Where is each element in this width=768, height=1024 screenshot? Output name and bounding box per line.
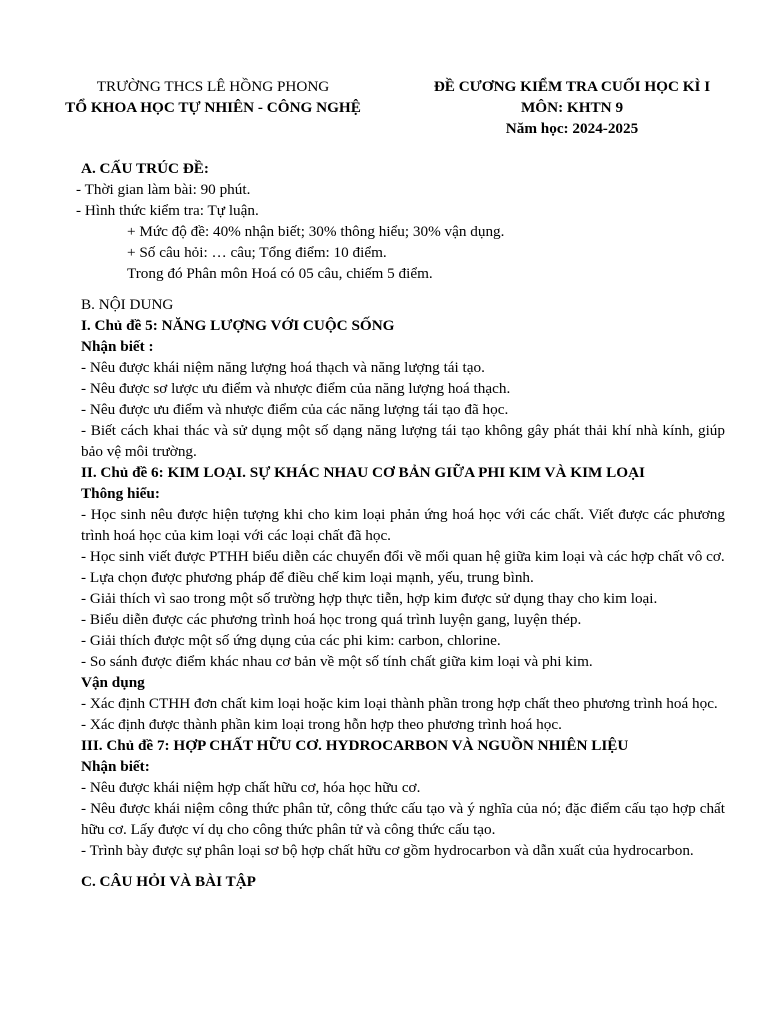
list-item: - Lựa chọn được phương pháp để điều chế kim loại mạnh, yếu, trung bình. xyxy=(81,569,534,586)
list-item: - Nêu được khái niệm năng lượng hoá thạch và năng lượng tái tạo. xyxy=(81,359,485,376)
list-item: - Giải thích vì sao trong một số trường hợp thực tiễn, hợp kim được sử dụng thay cho kim loại. xyxy=(81,590,658,607)
school-name: TRƯỜNG THCS LÊ HỒNG PHONG xyxy=(96,78,330,95)
list-item: - Giải thích được một số ứng dụng của các phi kim: carbon, chlorine. xyxy=(81,632,501,649)
school-header xyxy=(38,76,388,118)
topic-7-level-label: Nhận biết: xyxy=(81,758,150,775)
list-item: - Xác định CTHH đơn chất kim loại hoặc kim loại thành phần trong hợp chất theo phương trình hoá học. xyxy=(81,695,718,712)
section-a-heading: A. CẤU TRÚC ĐỀ: xyxy=(81,160,209,177)
topic-5-level-label: Nhận biết : xyxy=(81,338,154,355)
topic-7-title: III. Chủ đề 7: HỢP CHẤT HỮU CƠ. HYDROCARBON VÀ NGUỒN NHIÊN LIỆU xyxy=(81,737,629,754)
section-b-title: B. NỘI DUNG xyxy=(81,296,174,313)
section-b-heading xyxy=(81,294,725,315)
list-item: - Học sinh nêu được hiện tượng khi cho kim loại phản ứng hoá học với các chất. Viết được các phương trình hoá học của kim loại với các loại chất đã học. xyxy=(81,506,725,544)
list-item: - Xác định được thành phần kim loại trong hỗn hợp theo phương trình hoá học. xyxy=(81,716,562,733)
list-item: - Nêu được ưu điểm và nhược điểm của các năng lượng tái tạo đã học. xyxy=(81,401,509,418)
document-body xyxy=(76,158,725,892)
list-item: - Nêu được khái niệm hợp chất hữu cơ, hóa học hữu cơ. xyxy=(81,779,421,796)
exam-header xyxy=(402,76,742,139)
list-item: - Biết cách khai thác và sử dụng một số dạng năng lượng tái tạo không gây phát thải khí nhà kính, giúp bảo vệ môi trường. xyxy=(81,422,725,460)
list-item: - Trình bày được sự phân loại sơ bộ hợp chất hữu cơ gồm hydrocarbon và dẫn xuất của hydrocarbon. xyxy=(81,842,694,859)
subject-label: MÔN: KHTN 9 xyxy=(520,99,624,116)
topic-5-title: I. Chủ đề 5: NĂNG LƯỢNG VỚI CUỘC SỐNG xyxy=(81,317,395,334)
list-item: - Biểu diễn được các phương trình hoá học trong quá trình luyện gang, luyện thép. xyxy=(81,611,582,628)
chemistry-share: Trong đó Phân môn Hoá có 05 câu, chiếm 5 điểm. xyxy=(127,265,433,282)
exam-time: - Thời gian làm bài: 90 phút. xyxy=(76,181,251,198)
department-name: TỔ KHOA HỌC TỰ NHIÊN - CÔNG NGHỆ xyxy=(65,99,361,116)
exam-format: - Hình thức kiểm tra: Tự luận. xyxy=(76,202,259,219)
topic-6-level2-label: Vận dụng xyxy=(81,674,145,691)
section-c-heading: C. CÂU HỎI VÀ BÀI TẬP xyxy=(81,873,256,890)
document-title: ĐỀ CƯƠNG KIỂM TRA CUỐI HỌC KÌ I xyxy=(433,78,711,95)
question-count: + Số câu hỏi: … câu; Tổng điểm: 10 điểm. xyxy=(127,244,387,261)
topic-6-level-label: Thông hiểu: xyxy=(81,485,160,502)
list-item: - Nêu được sơ lược ưu điểm và nhược điểm của năng lượng hoá thạch. xyxy=(81,380,511,397)
list-item: - Nêu được khái niệm công thức phân tử, công thức cấu tạo và ý nghĩa của nó; đặc điểm cấu tạo hợp chất hữu cơ. Lấy được ví dụ cho công thức phân tử và công thức cấu tạo. xyxy=(81,800,725,838)
list-item: - Học sinh viết được PTHH biểu diễn các chuyển đổi về mối quan hệ giữa kim loại và các hợp chất vô cơ. xyxy=(81,548,725,565)
difficulty-level: + Mức độ đề: 40% nhận biết; 30% thông hiểu; 30% vận dụng. xyxy=(127,223,505,240)
school-year: Năm học: 2024-2025 xyxy=(505,120,639,137)
list-item: - So sánh được điểm khác nhau cơ bản về một số tính chất giữa kim loại và phi kim. xyxy=(81,653,593,670)
topic-6-title: II. Chủ đề 6: KIM LOẠI. SỰ KHÁC NHAU CƠ BẢN GIỮA PHI KIM VÀ KIM LOẠI xyxy=(81,464,645,481)
